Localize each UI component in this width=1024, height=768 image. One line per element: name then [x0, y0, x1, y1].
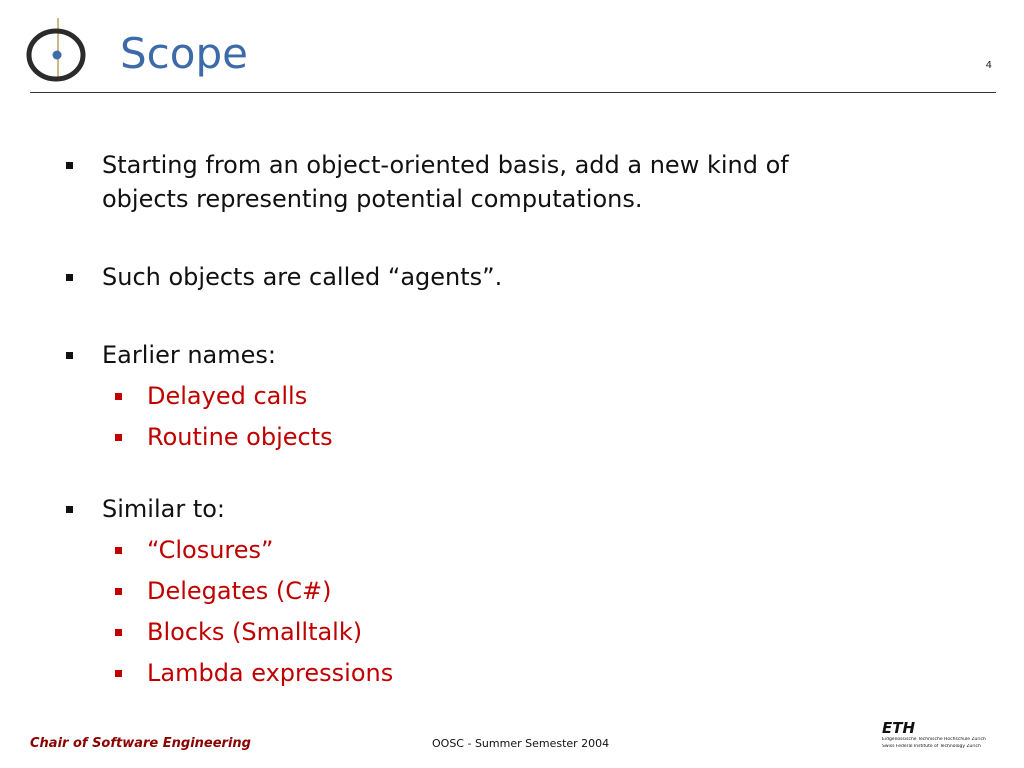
sub-bullet-marker-icon: [115, 434, 122, 441]
bullet-marker-icon: [66, 506, 73, 513]
bullet-marker-icon: [66, 352, 73, 359]
sub-bullet-text: Delayed calls: [147, 382, 308, 410]
footer-chair-name: Chair of Software Engineering: [30, 736, 251, 751]
eth-logo: [880, 718, 1000, 754]
footer-course: OOSC - Summer Semester 2004: [432, 737, 610, 750]
bullet-text: Similar to:: [102, 495, 225, 523]
eth-logo-line-1: Eidgenössische Technische Hochschule Zürich: [882, 737, 986, 742]
sub-bullet-marker-icon: [115, 588, 122, 595]
slide-title: Scope: [120, 29, 248, 78]
sub-bullet-text: Blocks (Smalltalk): [147, 618, 363, 646]
bullet-marker-icon: [66, 162, 73, 169]
sub-bullet-marker-icon: [115, 547, 122, 554]
slide-number: 4: [985, 60, 992, 71]
svg-text:ETH: ETH: [882, 719, 916, 736]
bullet-text: objects representing potential computations.: [102, 185, 643, 213]
bullet-text: Earlier names:: [102, 341, 276, 369]
sub-bullet-marker-icon: [115, 670, 122, 677]
bullet-text: Starting from an object-oriented basis, add a new kind of: [102, 151, 789, 179]
sub-bullet-text: Delegates (C#): [147, 577, 332, 605]
eth-logo-line-2: Swiss Federal Institute of Technology Zurich: [882, 744, 981, 749]
bullet-text: Such objects are called “agents”.: [102, 263, 503, 291]
sub-bullet-marker-icon: [115, 629, 122, 636]
eth-mark-icon: [880, 718, 920, 736]
sub-bullet-text: Routine objects: [147, 423, 333, 451]
bullet-marker-icon: [66, 274, 73, 281]
sub-bullet-text: Lambda expressions: [147, 659, 394, 687]
sub-bullet-text: “Closures”: [147, 536, 274, 564]
sub-bullet-marker-icon: [115, 393, 122, 400]
